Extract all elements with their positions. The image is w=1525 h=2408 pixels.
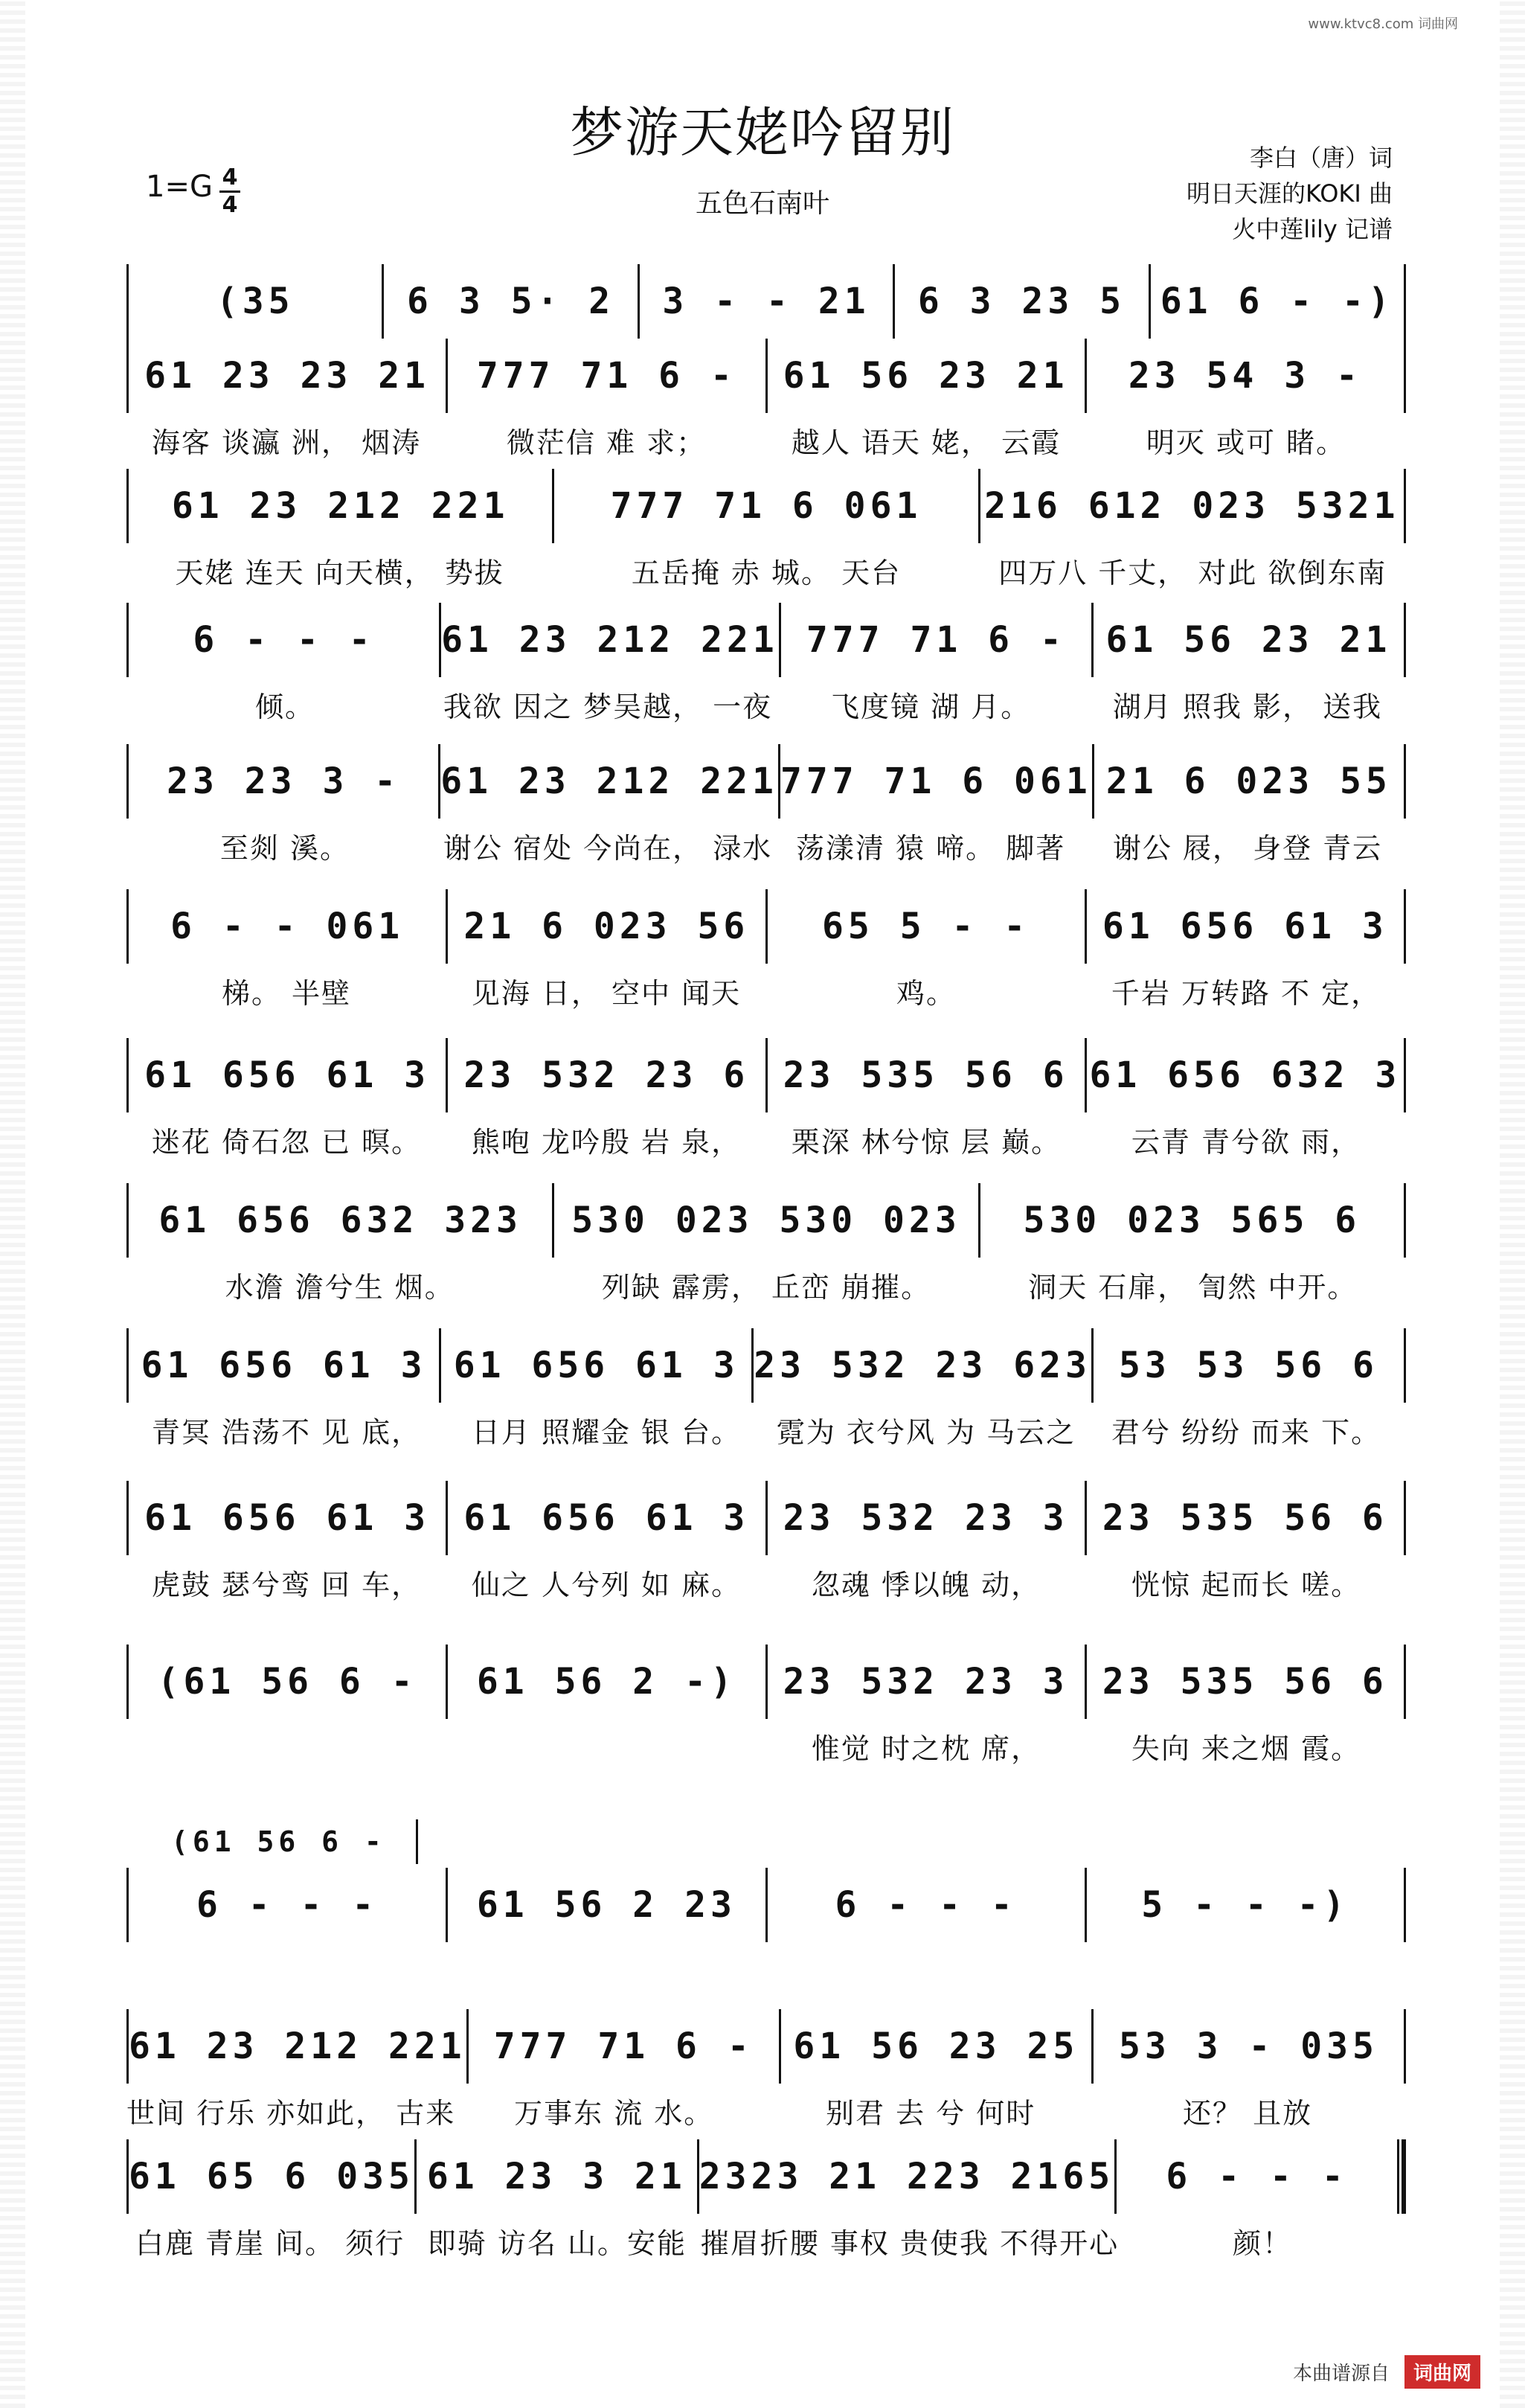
measure: 61 656 632 3 [1089,1054,1402,1096]
measure: 61 656 61 3 [441,1328,754,1403]
measure: 23 532 23 6 [448,1038,767,1112]
lyric-line [126,1561,1406,1603]
measure: 61 65 6 035 [129,2139,417,2214]
measure: 6 3 23 5 [895,264,1150,339]
measure: 6 - - - [129,1868,448,1942]
lyric-segment: 谢公 屐， 身登 青云 [1112,831,1383,865]
time-signature-bottom: 4 [222,192,238,218]
measure: 5 - - -) [1141,1884,1349,1926]
lyric-segment: 明灭 或可 睹。 [1146,426,1346,459]
measure: 23 535 56 6 [768,1038,1087,1112]
lyric-segment: 倾。 [254,690,315,723]
note-line [126,1183,1406,1258]
lyric-line [126,1409,1406,1450]
lyric-segment: 仙之 人兮列 如 麻。 [471,1568,742,1601]
measure: 61 23 212 221 [129,2009,469,2084]
note-line [126,889,1406,964]
lyric-segment: 四万八 千丈， 对此 欲倒东南 [998,556,1387,589]
measure: 61 6 - -) [1160,281,1394,322]
measure: 61 656 632 323 [129,1183,554,1258]
note-line [126,1645,1406,1719]
lyric-segment: 越人 语天 姥， 云霞 [791,426,1062,459]
lyric-segment: 霓为 衣兮风 为 马云之 [776,1415,1076,1449]
lyric-segment: 至剡 溪。 [219,831,350,865]
measure: 6 - - - [129,603,441,677]
note-line [126,264,1406,339]
measure: 53 3 - 035 [1118,2026,1378,2067]
measure: 777 71 6 061 [780,744,1094,819]
measure: 61 23 3 21 [417,2139,699,2214]
footer [1293,2355,1480,2389]
lyric-segment: 鸡。 [896,976,956,1010]
measure: 6 - - - [768,1868,1087,1942]
alternate-bar-notes: (61 56 6 - [171,1819,418,1864]
lyric-line [126,2090,1406,2131]
lyric-segment: 见海 日， 空中 闻天 [471,976,742,1010]
measure: 23 23 3 - [129,744,440,819]
top-watermark: www.ktvc8.com 词曲网 [1308,16,1458,32]
lyric-segment: 海客 谈瀛 洲， 烟涛 [151,426,422,459]
lyric-segment: 还？ 且放 [1183,2096,1313,2130]
lyric-segment: 虎鼓 瑟兮鸾 回 车， [151,1568,422,1601]
measure: 53 53 56 6 [1118,1345,1378,1386]
measure: 23 535 56 6 [1102,1497,1388,1539]
footer-source: 本曲谱源自 [1292,2363,1390,2385]
measure: 61 23 212 221 [440,744,780,819]
song-subtitle: 五色石南叶 [695,188,829,219]
measure: 2323 21 223 2165 [699,2139,1117,2214]
measure: 65 5 - - [768,889,1087,964]
measure: 530 023 530 023 [554,1183,980,1258]
measure: 61 56 23 21 [768,339,1087,413]
alternate-bar [171,1816,418,1868]
time-signature [219,165,240,218]
lyric-segment: 熊咆 龙吟殷 岩 泉， [471,1125,742,1159]
lyric-segment: 云青 青兮欲 雨， [1131,1125,1361,1159]
composer-credit: 明日天涯的KOKI 曲 [1186,179,1393,208]
lyric-segment: 迷花 倚石忽 已 暝。 [151,1125,422,1159]
lyric-segment: 水澹 澹兮生 烟。 [225,1270,455,1304]
footer-brand: 词曲网 [1404,2355,1480,2389]
note-line [126,744,1406,819]
lyric-segment: 忽魂 悸以魄 动， [811,1568,1041,1601]
key-signature: 1=G [146,170,213,204]
lyric-line [126,683,1406,725]
note-line [126,603,1406,677]
lyric-segment: 摧眉折腰 事权 贵使我 不得开心 [700,2226,1120,2260]
lyric-segment: 颜！ [1233,2226,1293,2260]
song-title: 梦游天姥吟留别 [569,101,955,164]
lyric-segment: 五岳掩 赤 城。 天台 [631,556,902,589]
measure: 3 - - 21 [640,264,895,339]
note-line [126,2139,1406,2214]
measure: 530 023 565 6 [1023,1200,1361,1241]
measure: 61 656 61 3 [129,1481,448,1555]
lyric-segment: 失向 来之烟 霞。 [1131,1732,1361,1765]
measure: 61 656 61 3 [129,1038,448,1112]
note-line [126,2009,1406,2084]
time-signature-top: 4 [222,164,238,190]
lyricist-credit: 李白（唐）词 [1249,144,1393,172]
measure: 61 56 2 23 [448,1868,767,1942]
lyric-segment: 白鹿 青崖 间。 须行 [135,2226,405,2260]
lyric-segment: 万事东 流 水。 [514,2096,714,2130]
lyric-segment: 我欲 因之 梦吴越， 一夜 [443,690,773,723]
transcriber-credit: 火中莲lily 记谱 [1232,215,1393,243]
note-line [126,1481,1406,1555]
measure: 21 6 023 55 [1105,760,1392,802]
lyric-segment: 飞度镜 湖 月。 [831,690,1031,723]
measure: 61 56 23 25 [781,2009,1094,2084]
measure: 6 3 5· 2 [384,264,639,339]
lyric-line [126,2220,1406,2261]
lyric-segment: 日月 照耀金 银 台。 [471,1415,742,1449]
lyric-line [126,970,1406,1011]
note-line [126,1328,1406,1403]
measure: 777 71 6 - [781,603,1094,677]
measure: 6 - - 061 [129,889,448,964]
note-line [126,339,1406,413]
measure: (61 56 6 - [129,1645,448,1719]
measure: 21 6 023 56 [448,889,767,964]
lyric-segment: 湖月 照我 影， 送我 [1112,690,1383,723]
lyric-segment: 梯。 半壁 [221,976,352,1010]
lyric-line [126,1725,1406,1767]
lyric-segment: 天姥 连天 向天横， 势拔 [175,556,504,589]
lyric-segment: 谢公 宿处 今尚在， 渌水 [443,831,773,865]
measure: 23 532 23 3 [768,1481,1087,1555]
measure: 216 612 023 5321 [984,485,1400,527]
lyric-segment: 君兮 纷纷 而来 下。 [1111,1415,1381,1449]
measure: 6 - - - [1117,2139,1404,2214]
lyric-segment: 恍惊 起而长 嗟。 [1131,1568,1361,1601]
credits [1187,140,1393,247]
lyric-segment: 列缺 霹雳， 丘峦 崩摧。 [601,1270,931,1304]
measure: 23 532 23 3 [768,1645,1087,1719]
lyric-segment: 别君 去 兮 何时 [826,2096,1036,2130]
left-edge-texture [0,0,25,2408]
lyric-segment: 世间 行乐 亦如此， 古来 [126,2096,456,2130]
lyric-line [126,419,1406,461]
lyric-segment: 荡漾清 猿 啼。 脚著 [796,831,1066,865]
measure: (35 [129,264,384,339]
lyric-segment: 微茫信 难 求； [506,426,707,459]
measure: 61 23 23 21 [129,339,448,413]
measure: 61 656 61 3 [129,1328,441,1403]
measure: 23 54 3 - [1128,355,1362,397]
measure: 61 23 212 221 [129,469,554,543]
measure: 23 535 56 6 [1102,1661,1388,1703]
measure: 61 656 61 3 [1102,906,1388,947]
lyric-segment: 惟觉 时之枕 席， [811,1732,1041,1765]
lyric-segment: 即骑 访名 山。安能 [427,2226,687,2260]
note-line [126,1868,1406,1942]
measure: 777 71 6 - [469,2009,781,2084]
note-line [126,469,1406,543]
right-edge-texture [1500,0,1525,2408]
measure: 23 532 23 623 [754,1328,1094,1403]
measure: 777 71 6 - [448,339,767,413]
measure: 61 656 61 3 [448,1481,767,1555]
lyric-line [126,1264,1406,1305]
measure: 61 23 212 221 [441,603,781,677]
measure: 61 56 2 -) [448,1645,767,1719]
lyric-segment: 洞天 石扉， 訇然 中开。 [1028,1270,1358,1304]
lyric-line [126,1118,1406,1160]
measure: 61 56 23 21 [1105,619,1392,661]
note-line [126,1038,1406,1112]
lyric-segment: 千岩 万转路 不 定， [1111,976,1381,1010]
lyric-line [126,549,1406,591]
lyric-segment: 栗深 林兮惊 层 巅。 [791,1125,1062,1159]
lyric-segment: 青冥 浩荡不 见 底， [151,1415,422,1449]
lyric-line [126,824,1406,866]
measure: 777 71 6 061 [554,469,980,543]
